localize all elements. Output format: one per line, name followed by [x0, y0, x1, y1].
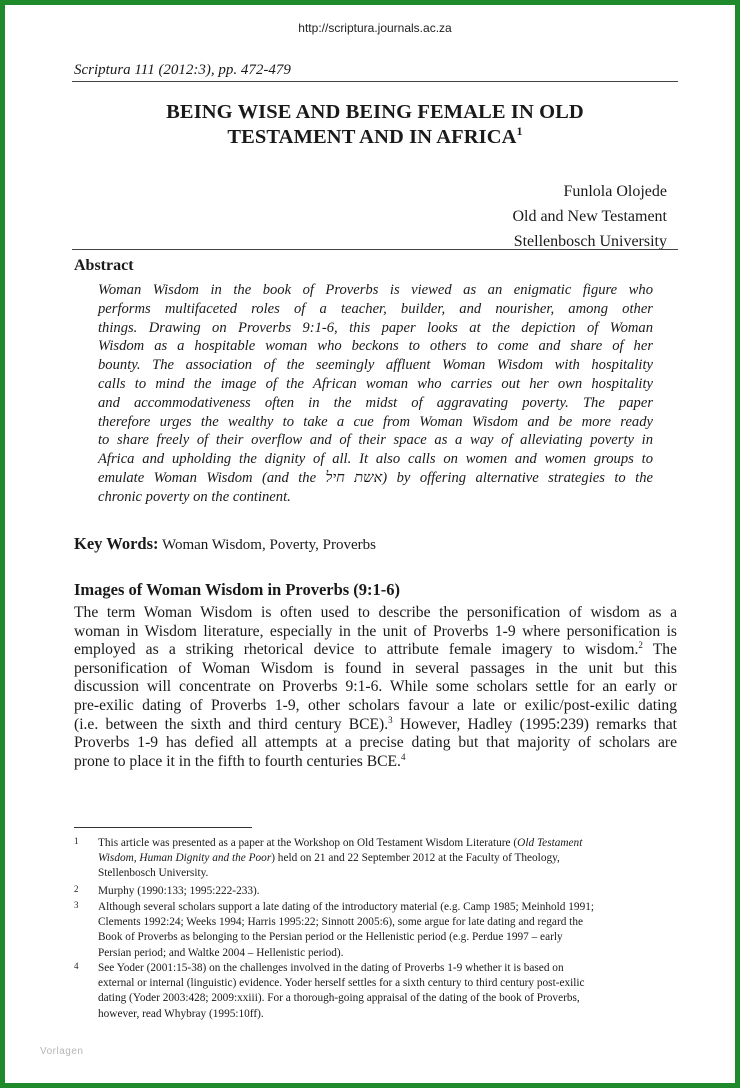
source-url[interactable]: http://scriptura.journals.ac.za [298, 21, 452, 35]
journal-reference: Scriptura 111 (2012:3), pp. 472-479 [74, 62, 291, 78]
footnote-3 [74, 900, 674, 961]
footnote-line: This article was presented as a paper at the Workshop on Old Testament Wisdom Literature (Old Testament [98, 837, 583, 849]
section-body [74, 604, 677, 771]
abstract-line: bounty. The association of the seemingly affluent Woman Wisdom with hospitality [98, 357, 653, 374]
abstract-line: things. Drawing on Proverbs 9:1-6, this paper looks at the depiction of Woman [98, 319, 653, 336]
footnote-number: 3 [74, 900, 79, 910]
abstract-line: Woman Wisdom in the book of Proverbs is viewed as an enigmatic figure who [98, 282, 653, 298]
footnote-ref[interactable]: 4 [400, 751, 406, 762]
footnote-line: Persian period; and Waltke 2004 – Hellenistic period). [98, 946, 344, 959]
abstract-line: Africa and upholding the dignity of all. It also calls on women and women groups to [98, 451, 653, 468]
abstract-line: and accommodativeness often in the midst of aggravating poverty. The paper [98, 394, 653, 411]
title-line-2 [65, 125, 685, 150]
footnote-number: 1 [74, 836, 79, 846]
keywords-value: Woman Wisdom, Poverty, Proverbs [161, 537, 376, 553]
footnote-line: external or internal (linguistic) evidence. Yoder herself settles for a sixth century to third century post-exilic [98, 977, 585, 990]
abstract-line: Wisdom as a hospitable woman who beckons to others to come and share of her [98, 338, 653, 355]
keywords-label: Key Words: [74, 534, 159, 553]
author-name: Funlola Olojede [563, 183, 667, 200]
footnote-line: however, read Whybray (1995:10ff). [98, 1007, 264, 1020]
section-heading: Images of Woman Wisdom in Proverbs (9:1-6) [74, 580, 401, 599]
author-rule [72, 249, 678, 250]
keywords [74, 534, 376, 554]
body-line: personification of Woman Wisdom is found in several passages in the unit but this [74, 659, 677, 677]
body-line: prone to place it in the fifth to fourth centuries BCE.$^4$ [74, 751, 406, 770]
footnote-ref[interactable]: 3 [388, 714, 393, 725]
footnote-4 [74, 961, 674, 1022]
abstract-line: to share freely of their overflow and of their space as a way of alleviating poverty in [98, 432, 653, 449]
footnote-line: See Yoder (2001:15-38) on the challenges involved in the dating of Proverbs 1-9 whether it is based on [98, 962, 564, 974]
body-line: employed as a striking rhetorical device to attribute female imagery to wisdom.$^2$ The [74, 640, 677, 659]
body-line: The term Woman Wisdom is often used to describe the personification of wisdom as a [74, 604, 677, 621]
footnote-line: Wisdom, Human Dignity and the Poor) held on 21 and 22 September 2012 at the Faculty of Theology, [98, 852, 560, 865]
footnote-line: dating (Yoder 2003:428; 2009:xxiii). For a thorough-going appraisal of the dating of the book of Proverbs, [98, 992, 580, 1005]
footnote-1 [74, 836, 674, 882]
watermark: Vorlagen [40, 1046, 84, 1057]
body-line: Proverbs 1-9 has defied all attempts at a precise dating but that majority of scholars are [74, 734, 677, 752]
footnote-text [98, 836, 674, 882]
abstract-line: performs multifaceted roles of a teacher, builder, and nourisher, among other [98, 300, 653, 317]
footnote-2 [74, 884, 674, 899]
footnote-line: Murphy (1990:133; 1995:222-233). [98, 885, 260, 897]
title-footnote-mark[interactable]: 1 [516, 124, 523, 138]
body-line: woman in Wisdom literature, especially in the unit of Proverbs 1-9 where personification is [74, 622, 677, 640]
title-line-2-text: TESTAMENT AND IN AFRICA [227, 126, 517, 148]
abstract-line: chronic poverty on the continent. [98, 488, 291, 505]
footnote-line: Clements 1992:24; Weeks 1994; Harris 1995:22; Sinnott 2005:6), some argue for late dating and regard the [98, 916, 583, 929]
body-line: pre-exilic dating of Proverbs 1-9, other scholars favour a late or exilic/post-exilic dating [74, 696, 677, 714]
abstract-heading: Abstract [74, 257, 134, 274]
footnote-italic: Old Testament [517, 837, 583, 849]
author-block [512, 179, 667, 254]
author-institution: Stellenbosch University [513, 233, 667, 250]
footnote-text [98, 884, 674, 899]
footnote-number: 4 [74, 961, 79, 971]
abstract-line: emulate Woman Wisdom (and the אשת חיל) by offering alternative strategies to the [98, 469, 654, 486]
article-title [65, 100, 685, 150]
abstract-body [98, 281, 653, 507]
footnote-line: Book of Proverbs as belonging to the Persian period or the Hellenistic period (e.g. Perdue 1997 – early [98, 931, 563, 944]
title-line-1: BEING WISE AND BEING FEMALE IN OLD [166, 101, 584, 123]
body-line: (i.e. between the sixth and third century BCE).$^3$ However, Hadley (1995:239) remarks that [74, 714, 677, 733]
footnote-italic: Wisdom, Human Dignity and the Poor [98, 852, 272, 865]
abstract-line: calls to mind the image of the African woman who carries out her own hospitality [98, 375, 653, 392]
footnote-separator [74, 827, 252, 828]
footnote-line: Stellenbosch University. [98, 867, 209, 880]
abstract-line: therefore urges the wealthy to take a cue from Woman Wisdom and be more ready [98, 413, 653, 430]
footnote-line: Although several scholars support a late dating of the introductory material (e.g. Camp 1985; Meinhold 1991; [98, 901, 595, 913]
body-line: discussion will concentrate on Proverbs 9:1-6. While some scholars settle for an early or [74, 678, 677, 696]
author-department: Old and New Testament [512, 208, 667, 225]
footnote-number: 2 [74, 884, 79, 894]
footnote-ref[interactable]: 2 [638, 640, 643, 651]
header-rule [72, 81, 678, 82]
footnote-text [98, 961, 674, 1022]
footnote-text [98, 900, 674, 961]
